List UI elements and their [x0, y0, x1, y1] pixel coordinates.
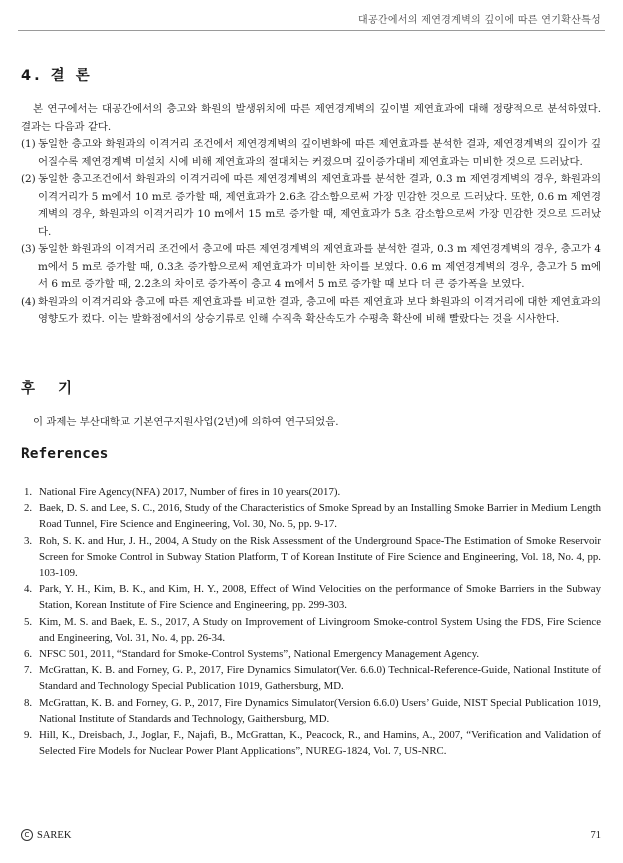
reference-text: Park, Y. H., Kim, B. K., and Kim, H. Y., 2008, Effect of Wind Velocities on the performance of Smoke Barriers in the Subway Station, Korean Institute of Fire Science and Engineering, pp. 299-303.	[39, 583, 601, 612]
section-heading-conclusion: 4. 결 론	[21, 68, 93, 84]
conclusion-item-number: (2)	[21, 173, 36, 185]
reference-item	[24, 484, 601, 500]
reference-number: 1.	[24, 486, 33, 498]
reference-item	[24, 533, 601, 582]
copyright-icon: C	[21, 829, 33, 841]
footer-publisher	[21, 829, 71, 841]
reference-item	[24, 662, 601, 694]
conclusion-item-number: (1)	[21, 138, 36, 150]
header-divider	[18, 30, 605, 31]
reference-number: 3.	[24, 534, 33, 547]
page-number: 71	[590, 830, 601, 841]
reference-text: NFSC 501, 2011, “Standard for Smoke-Control Systems”, National Emergency Management Agency.	[39, 648, 480, 661]
conclusion-item-text: 동일한 화원과의 이격거리 조건에서 층고에 따른 제연경계벽의 제연효과를 분석한 결과, 0.3 m 제연경계벽의 경우, 층고가 4 m에서 5 m로 증가할 때, 0.3초 증가함으로써 제연효과가 미비한 차이를 보였다. 0.6 m 제연경계벽의 경우, 층고가 5 m에서 6 m로 증가할 때, 2.2초의 차이로 증가폭이 층고 4 m에서 5 m로 증가할 때 보다 더 큰 증가폭을 보였다.	[38, 243, 601, 290]
section-heading-acknowledgment: 후 기	[21, 381, 73, 397]
conclusion-intro: 본 연구에서는 대공간에서의 층고와 화원의 발생위치에 따른 제연경계벽의 깊이별 제연효과에 대해 정량적으로 분석하였다. 결과는 다음과 같다.	[21, 103, 601, 133]
running-header-title: 대공간에서의 제연경계벽의 깊이에 따른 연기확산특성	[358, 15, 601, 26]
reference-text: McGrattan, K. B. and Forney, G. P., 2017, Fire Dynamics Simulator(Version 6.6.0) Users’ Guide, NIST Special Publication 1019, National Institute of Standards and Technology, Gaithersburg, MD.	[39, 696, 601, 725]
conclusion-list	[21, 136, 601, 329]
reference-number: 8.	[24, 696, 33, 709]
reference-text: Baek, D. S. and Lee, S. C., 2016, Study of the Characteristics of Smoke Spread by an Installing Smoke Barrier in Medium Length Road Tunnel, Fire Science and Engineering, Vol. 30, No. 5, pp. 9-17.	[39, 502, 601, 531]
conclusion-item-text: 동일한 층고와 화원과의 이격거리 조건에서 제연경계벽의 깊이변화에 따른 제연효과를 분석한 결과, 제연경계벽의 깊이가 깊어질수록 제연경계벽 미설치 시에 비해 제연효과의 절대치는 커졌으며 깊이증가대비 제연효과는 미비한 것으로 드러났다.	[38, 138, 601, 168]
conclusion-item-text: 동일한 층고조건에서 화원과의 이격거리에 따른 제연경계벽의 제연효과를 분석한 결과, 0.3 m 제연경계벽의 경우, 화원과의 이격거리가 5 m에서 10 m로 증가할 때, 제연효과가 2.6초 감소함으로써 가장 민감한 것으로 드러났다. 또한, 0.6 m 제연경계벽의 경우, 화원과의 이격거리가 10 m에서 15 m로 증가할 때, 제연효과가 5초 감소함으로써 가장 민감한 것으로 드러났다.	[38, 173, 601, 238]
reference-number: 5.	[24, 615, 33, 628]
acknowledgment-text: 이 과제는 부산대학교 기본연구지원사업(2년)에 의하여 연구되었음.	[33, 416, 339, 428]
reference-item	[24, 727, 601, 759]
reference-text: National Fire Agency(NFA) 2017, Number of fires in 10 years(2017).	[39, 486, 341, 498]
reference-number: 4.	[24, 583, 33, 596]
reference-text: Hill, K., Dreisbach, J., Joglar, F., Najafi, B., McGrattan, K., Peacock, R., and Hamins, A., 2007, “Verification and Validation of Selected Fire Models for Nuclear Power Plant Applications”, NUREG-1824, Vol. 7, US-NRC.	[39, 729, 601, 758]
section-heading-references: References	[21, 446, 109, 462]
reference-item	[24, 581, 601, 613]
conclusion-item-text: 화원과의 이격거리와 층고에 따른 제연효과를 비교한 결과, 층고에 따른 제연효과 보다 화원과의 이격거리에 대한 제연효과의 영향도가 컸다. 이는 발화점에서의 상승기류로 인해 수직축 확산속도가 수평축 확산에 비해 빨랐다는 것을 시사한다.	[38, 295, 601, 325]
conclusion-item	[21, 294, 601, 329]
conclusion-item-number: (3)	[21, 243, 36, 255]
reference-text: McGrattan, K. B. and Forney, G. P., 2017, Fire Dynamics Simulator(Ver. 6.6.0) Technical-Reference-Guide, National Institute of Standard and Technology Special Publication 1019, Gathersburg, MD.	[39, 664, 601, 693]
conclusion-item	[21, 241, 601, 294]
reference-text: Roh, S. K. and Hur, J. H., 2004, A Study on the Risk Assessment of the Underground Space-The Estimation of Smoke Reservoir Screen for Smoke Control in Subway Station Platform, T of Korean Institute of Fire Science and Engineering, Vol. 18, No. 4, pp. 103-109.	[39, 534, 601, 580]
reference-item	[24, 695, 601, 727]
reference-list	[24, 484, 601, 759]
reference-text: Kim, M. S. and Baek, E. S., 2017, A Study on Improvement of Livingroom Smoke-control System Using the FDS, Fire Science and Engineering, Vol. 31, No. 4, pp. 26-34.	[39, 615, 601, 644]
conclusion-item	[21, 171, 601, 241]
conclusion-item-number: (4)	[21, 295, 36, 308]
reference-number: 7.	[24, 664, 33, 677]
reference-number: 2.	[24, 502, 33, 515]
reference-item	[24, 500, 601, 532]
conclusion-item	[21, 136, 601, 171]
reference-item	[24, 646, 601, 662]
reference-number: 6.	[24, 648, 33, 661]
reference-item	[24, 614, 601, 646]
reference-number: 9.	[24, 729, 33, 742]
publisher-name: SAREK	[37, 829, 72, 841]
